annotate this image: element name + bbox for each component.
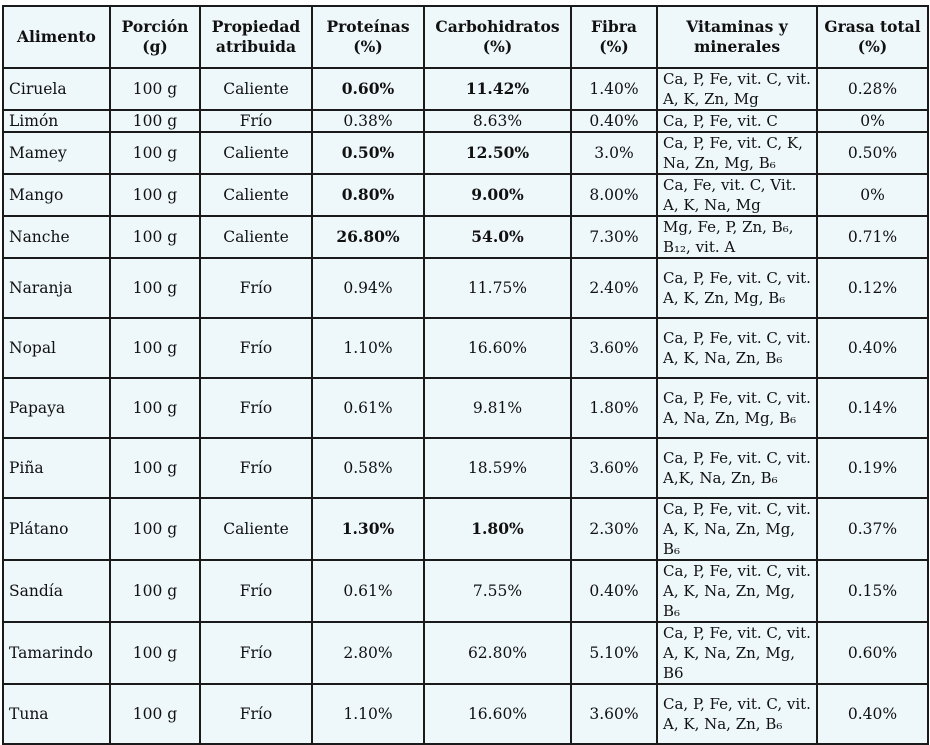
- cell-carbs: 9.81%: [424, 378, 571, 438]
- cell-portion: 100 g: [110, 216, 200, 258]
- cell-fat: 0%: [817, 110, 928, 132]
- cell-property: Frío: [200, 560, 312, 622]
- cell-food: Limón: [3, 110, 110, 132]
- cell-food: Tuna: [3, 684, 110, 744]
- cell-food: Mamey: [3, 132, 110, 174]
- cell-fiber: 2.40%: [571, 258, 657, 318]
- cell-vitamins: Mg, Fe, P, Zn, B₆, B₁₂, vit. A: [657, 216, 817, 258]
- header-fibra: Fibra (%): [571, 6, 657, 68]
- cell-property: Caliente: [200, 68, 312, 110]
- cell-vitamins: Ca, P, Fe, vit. C, vit. A, K, Na, Zn, Mg, B6: [657, 622, 817, 684]
- table-row: [3, 258, 928, 318]
- table-row: [3, 318, 928, 378]
- cell-property: Caliente: [200, 174, 312, 216]
- cell-property: Caliente: [200, 216, 312, 258]
- cell-portion: 100 g: [110, 438, 200, 498]
- cell-carbs: 8.63%: [424, 110, 571, 132]
- cell-fiber: 2.30%: [571, 498, 657, 560]
- cell-fat: 0.60%: [817, 622, 928, 684]
- cell-protein: 0.58%: [312, 438, 424, 498]
- cell-portion: 100 g: [110, 258, 200, 318]
- cell-carbs: 7.55%: [424, 560, 571, 622]
- cell-protein: 2.80%: [312, 622, 424, 684]
- cell-food: Nanche: [3, 216, 110, 258]
- cell-portion: 100 g: [110, 174, 200, 216]
- cell-portion: 100 g: [110, 378, 200, 438]
- table-row: [3, 132, 928, 174]
- table-row: [3, 684, 928, 744]
- cell-fiber: 3.60%: [571, 684, 657, 744]
- cell-protein: 0.94%: [312, 258, 424, 318]
- cell-carbs: 18.59%: [424, 438, 571, 498]
- cell-portion: 100 g: [110, 622, 200, 684]
- cell-fat: 0.28%: [817, 68, 928, 110]
- table-row: [3, 174, 928, 216]
- cell-vitamins: Ca, P, Fe, vit. C, vit. A, K, Zn, Mg, B₆: [657, 258, 817, 318]
- cell-fat: 0.15%: [817, 560, 928, 622]
- cell-vitamins: Ca, P, Fe, vit. C, vit. A, K, Na, Zn, B₆: [657, 684, 817, 744]
- cell-property: Caliente: [200, 498, 312, 560]
- cell-protein: 1.30%: [312, 498, 424, 560]
- header-proteinas: Proteínas (%): [312, 6, 424, 68]
- cell-food: Plátano: [3, 498, 110, 560]
- cell-portion: 100 g: [110, 68, 200, 110]
- cell-food: Papaya: [3, 378, 110, 438]
- cell-carbs: 1.80%: [424, 498, 571, 560]
- cell-food: Tamarindo: [3, 622, 110, 684]
- cell-portion: 100 g: [110, 560, 200, 622]
- cell-protein: 0.61%: [312, 378, 424, 438]
- cell-fat: 0.37%: [817, 498, 928, 560]
- header-vitaminas: Vitaminas y minerales: [657, 6, 817, 68]
- cell-fiber: 1.80%: [571, 378, 657, 438]
- cell-portion: 100 g: [110, 110, 200, 132]
- table-row: [3, 68, 928, 110]
- table-row: [3, 216, 928, 258]
- header-alimento: Alimento: [3, 6, 110, 68]
- cell-property: Frío: [200, 684, 312, 744]
- cell-fat: 0.19%: [817, 438, 928, 498]
- cell-fiber: 3.0%: [571, 132, 657, 174]
- cell-food: Nopal: [3, 318, 110, 378]
- cell-fat: 0.12%: [817, 258, 928, 318]
- table-row: [3, 438, 928, 498]
- table-row: [3, 560, 928, 622]
- cell-carbs: 11.75%: [424, 258, 571, 318]
- cell-fiber: 0.40%: [571, 110, 657, 132]
- cell-fiber: 3.60%: [571, 318, 657, 378]
- table-row: [3, 378, 928, 438]
- cell-vitamins: Ca, P, Fe, vit. C, vit. A, Na, Zn, Mg, B₆: [657, 378, 817, 438]
- cell-carbs: 12.50%: [424, 132, 571, 174]
- cell-vitamins: Ca, P, Fe, vit. C, vit. A, K, Na, Zn, Mg, B₆: [657, 498, 817, 560]
- cell-carbs: 54.0%: [424, 216, 571, 258]
- cell-protein: 0.50%: [312, 132, 424, 174]
- cell-property: Frío: [200, 378, 312, 438]
- cell-fat: 0.14%: [817, 378, 928, 438]
- cell-fat: 0.40%: [817, 318, 928, 378]
- cell-fat: 0.50%: [817, 132, 928, 174]
- cell-fat: 0%: [817, 174, 928, 216]
- cell-portion: 100 g: [110, 318, 200, 378]
- cell-protein: 0.80%: [312, 174, 424, 216]
- cell-vitamins: Ca, P, Fe, vit. C, vit. A,K, Na, Zn, B₆: [657, 438, 817, 498]
- cell-property: Frío: [200, 438, 312, 498]
- cell-food: Mango: [3, 174, 110, 216]
- cell-property: Caliente: [200, 132, 312, 174]
- cell-portion: 100 g: [110, 684, 200, 744]
- header-grasa: Grasa total (%): [817, 6, 928, 68]
- cell-protein: 0.61%: [312, 560, 424, 622]
- cell-food: Piña: [3, 438, 110, 498]
- cell-vitamins: Ca, P, Fe, vit. C, vit. A, K, Na, Zn, B₆: [657, 318, 817, 378]
- cell-property: Frío: [200, 258, 312, 318]
- cell-carbs: 9.00%: [424, 174, 571, 216]
- table-row: [3, 498, 928, 560]
- cell-portion: 100 g: [110, 498, 200, 560]
- cell-vitamins: Ca, P, Fe, vit. C: [657, 110, 817, 132]
- cell-property: Frío: [200, 110, 312, 132]
- cell-fiber: 7.30%: [571, 216, 657, 258]
- table-row: [3, 622, 928, 684]
- cell-property: Frío: [200, 318, 312, 378]
- cell-protein: 0.38%: [312, 110, 424, 132]
- header-propiedad: Propiedad atribuida: [200, 6, 312, 68]
- nutrition-table: [2, 5, 929, 745]
- cell-vitamins: Ca, P, Fe, vit. C, vit. A, K, Na, Zn, Mg, B₆: [657, 560, 817, 622]
- cell-fiber: 5.10%: [571, 622, 657, 684]
- cell-vitamins: Ca, Fe, vit. C, Vit. A, K, Na, Mg: [657, 174, 817, 216]
- cell-carbs: 16.60%: [424, 318, 571, 378]
- cell-protein: 26.80%: [312, 216, 424, 258]
- cell-fat: 0.71%: [817, 216, 928, 258]
- cell-carbs: 62.80%: [424, 622, 571, 684]
- cell-fat: 0.40%: [817, 684, 928, 744]
- table-body: [3, 68, 928, 744]
- cell-protein: 0.60%: [312, 68, 424, 110]
- header-porcion: Porción (g): [110, 6, 200, 68]
- cell-fiber: 3.60%: [571, 438, 657, 498]
- cell-food: Naranja: [3, 258, 110, 318]
- cell-protein: 1.10%: [312, 684, 424, 744]
- cell-vitamins: Ca, P, Fe, vit. C, vit. A, K, Zn, Mg: [657, 68, 817, 110]
- cell-food: Ciruela: [3, 68, 110, 110]
- cell-fiber: 8.00%: [571, 174, 657, 216]
- cell-protein: 1.10%: [312, 318, 424, 378]
- cell-fiber: 0.40%: [571, 560, 657, 622]
- cell-fiber: 1.40%: [571, 68, 657, 110]
- table-row: [3, 110, 928, 132]
- header-row: [3, 6, 928, 68]
- header-carbohidratos: Carbohidratos (%): [424, 6, 571, 68]
- cell-vitamins: Ca, P, Fe, vit. C, K, Na, Zn, Mg, B₆: [657, 132, 817, 174]
- cell-portion: 100 g: [110, 132, 200, 174]
- cell-food: Sandía: [3, 560, 110, 622]
- cell-carbs: 16.60%: [424, 684, 571, 744]
- cell-carbs: 11.42%: [424, 68, 571, 110]
- cell-property: Frío: [200, 622, 312, 684]
